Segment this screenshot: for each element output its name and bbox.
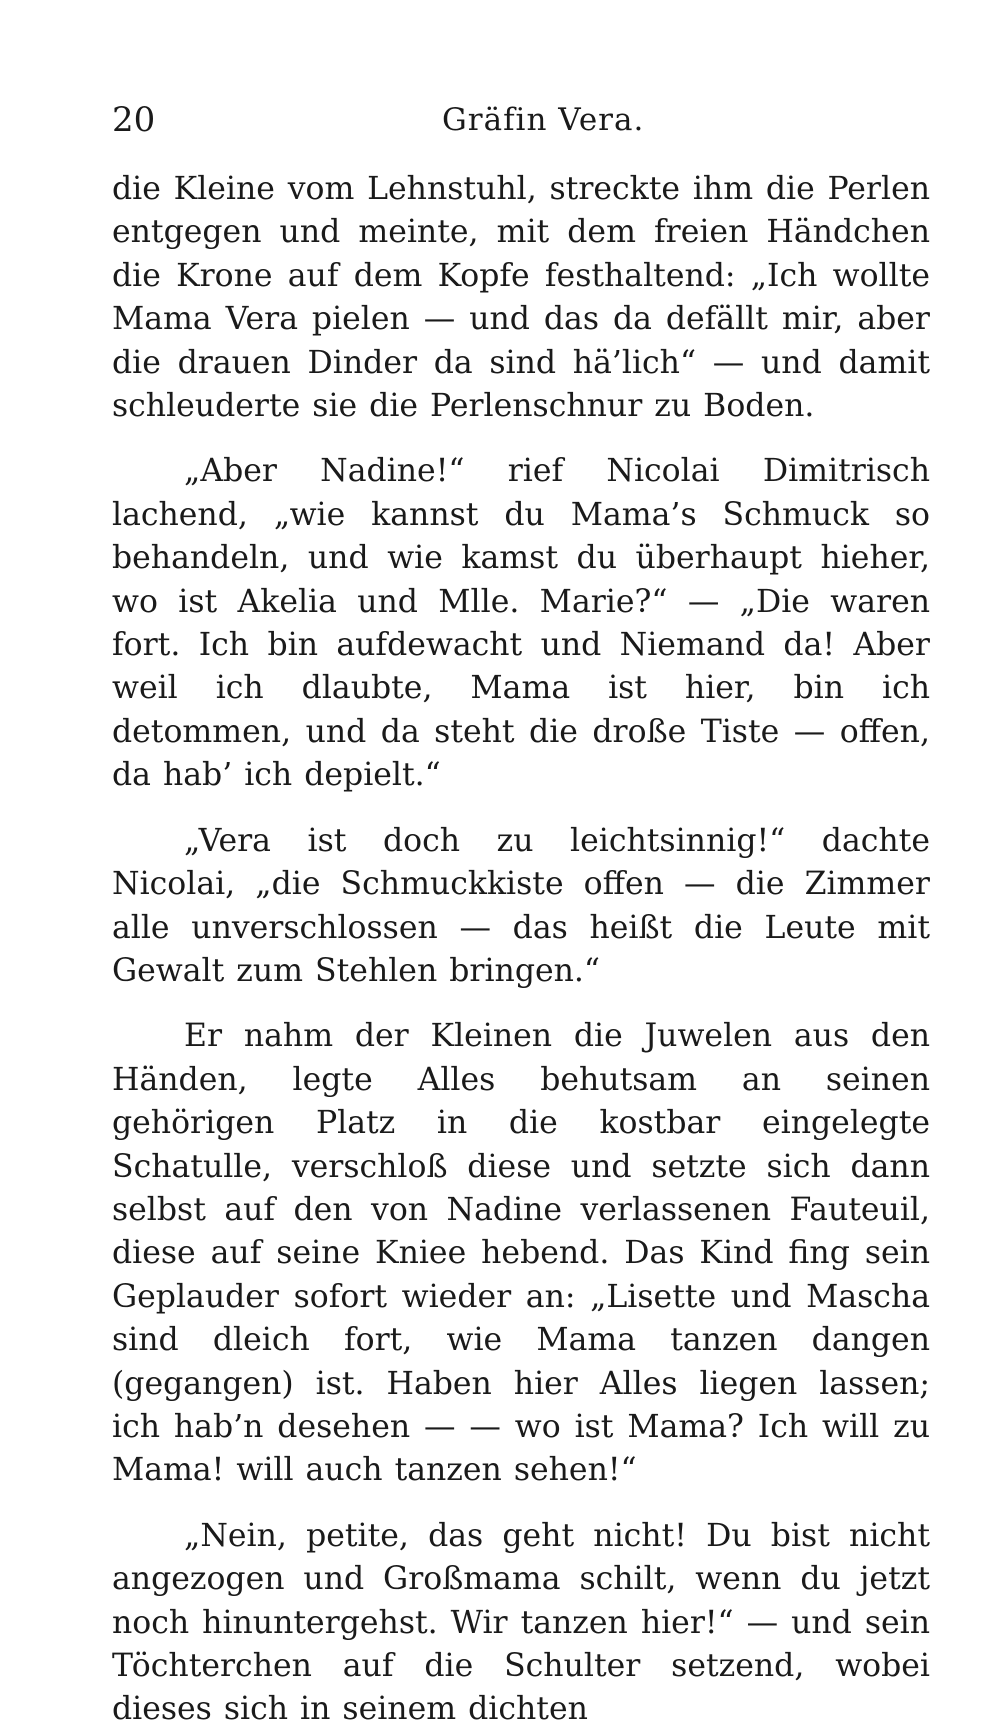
paragraph-2: „Aber Nadine!“ rief Nicolai Dimitrisch lachend, „wie kannst du Mama’s Schmuck so behandeln, und wie kamst du überhaupt hieher, wo ist Akelia und Mlle. Marie?“ — „Die waren fort. Ich bin aufdewacht und Niemand da! Aber weil ich dlaubte, Mama ist hier, bin ich detommen, und da steht die droße Tiste — offen, da hab’ ich depielt.“ xyxy=(112,453,930,794)
paragraph-3: „Vera ist doch zu leichtsinnig!“ dachte Nicolai, „die Schmuckkiste offen — die Zimmer alle unverschlossen — das heißt die Leute mit Gewalt zum Stehlen bringen.“ xyxy=(112,822,930,989)
page-header xyxy=(112,94,932,146)
page-number: 20 xyxy=(112,100,156,140)
paragraph-4: Er nahm der Kleinen die Juwelen aus den Händen, legte Alles behutsam an seinen gehörigen Platz in die kostbar eingelegte Schatulle, verschloß diese und setzte sich dann selbst auf den von Nadine verlassenen Fauteuil, diese auf seine Kniee hebend. Das Kind fing sein Geplauder sofort wieder an: „Lisette und Mascha sind dleich fort, wie Mama tanzen dangen (gegangen) ist. Haben hier Alles liegen lassen; ich hab’n desehen — — wo ist Mama? Ich will zu Mama! will auch tanzen sehen!“ xyxy=(112,1018,930,1489)
paragraph-5: „Nein, petite, das geht nicht! Du bist nicht angezogen und Großmama schilt, wenn du jetzt noch hinuntergehst. Wir tanzen hier!“ — und sein Töchterchen auf die Schulter setzend, wobei dieses sich in seinem dichten xyxy=(112,1517,930,1728)
paragraph-1: die Kleine vom Lehnstuhl, streckte ihm die Perlen entgegen und meinte, mit dem freien Händchen die Krone auf dem Kopfe festhaltend: „Ich wollte Mama Vera pielen — und das da defällt mir, aber die drauen Dinder da sind hä’lich“ — und damit schleuderte sie die Perlenschnur zu Boden. xyxy=(112,171,930,425)
running-title: Gräfin Vera. xyxy=(442,102,645,138)
body-text xyxy=(112,168,930,1732)
